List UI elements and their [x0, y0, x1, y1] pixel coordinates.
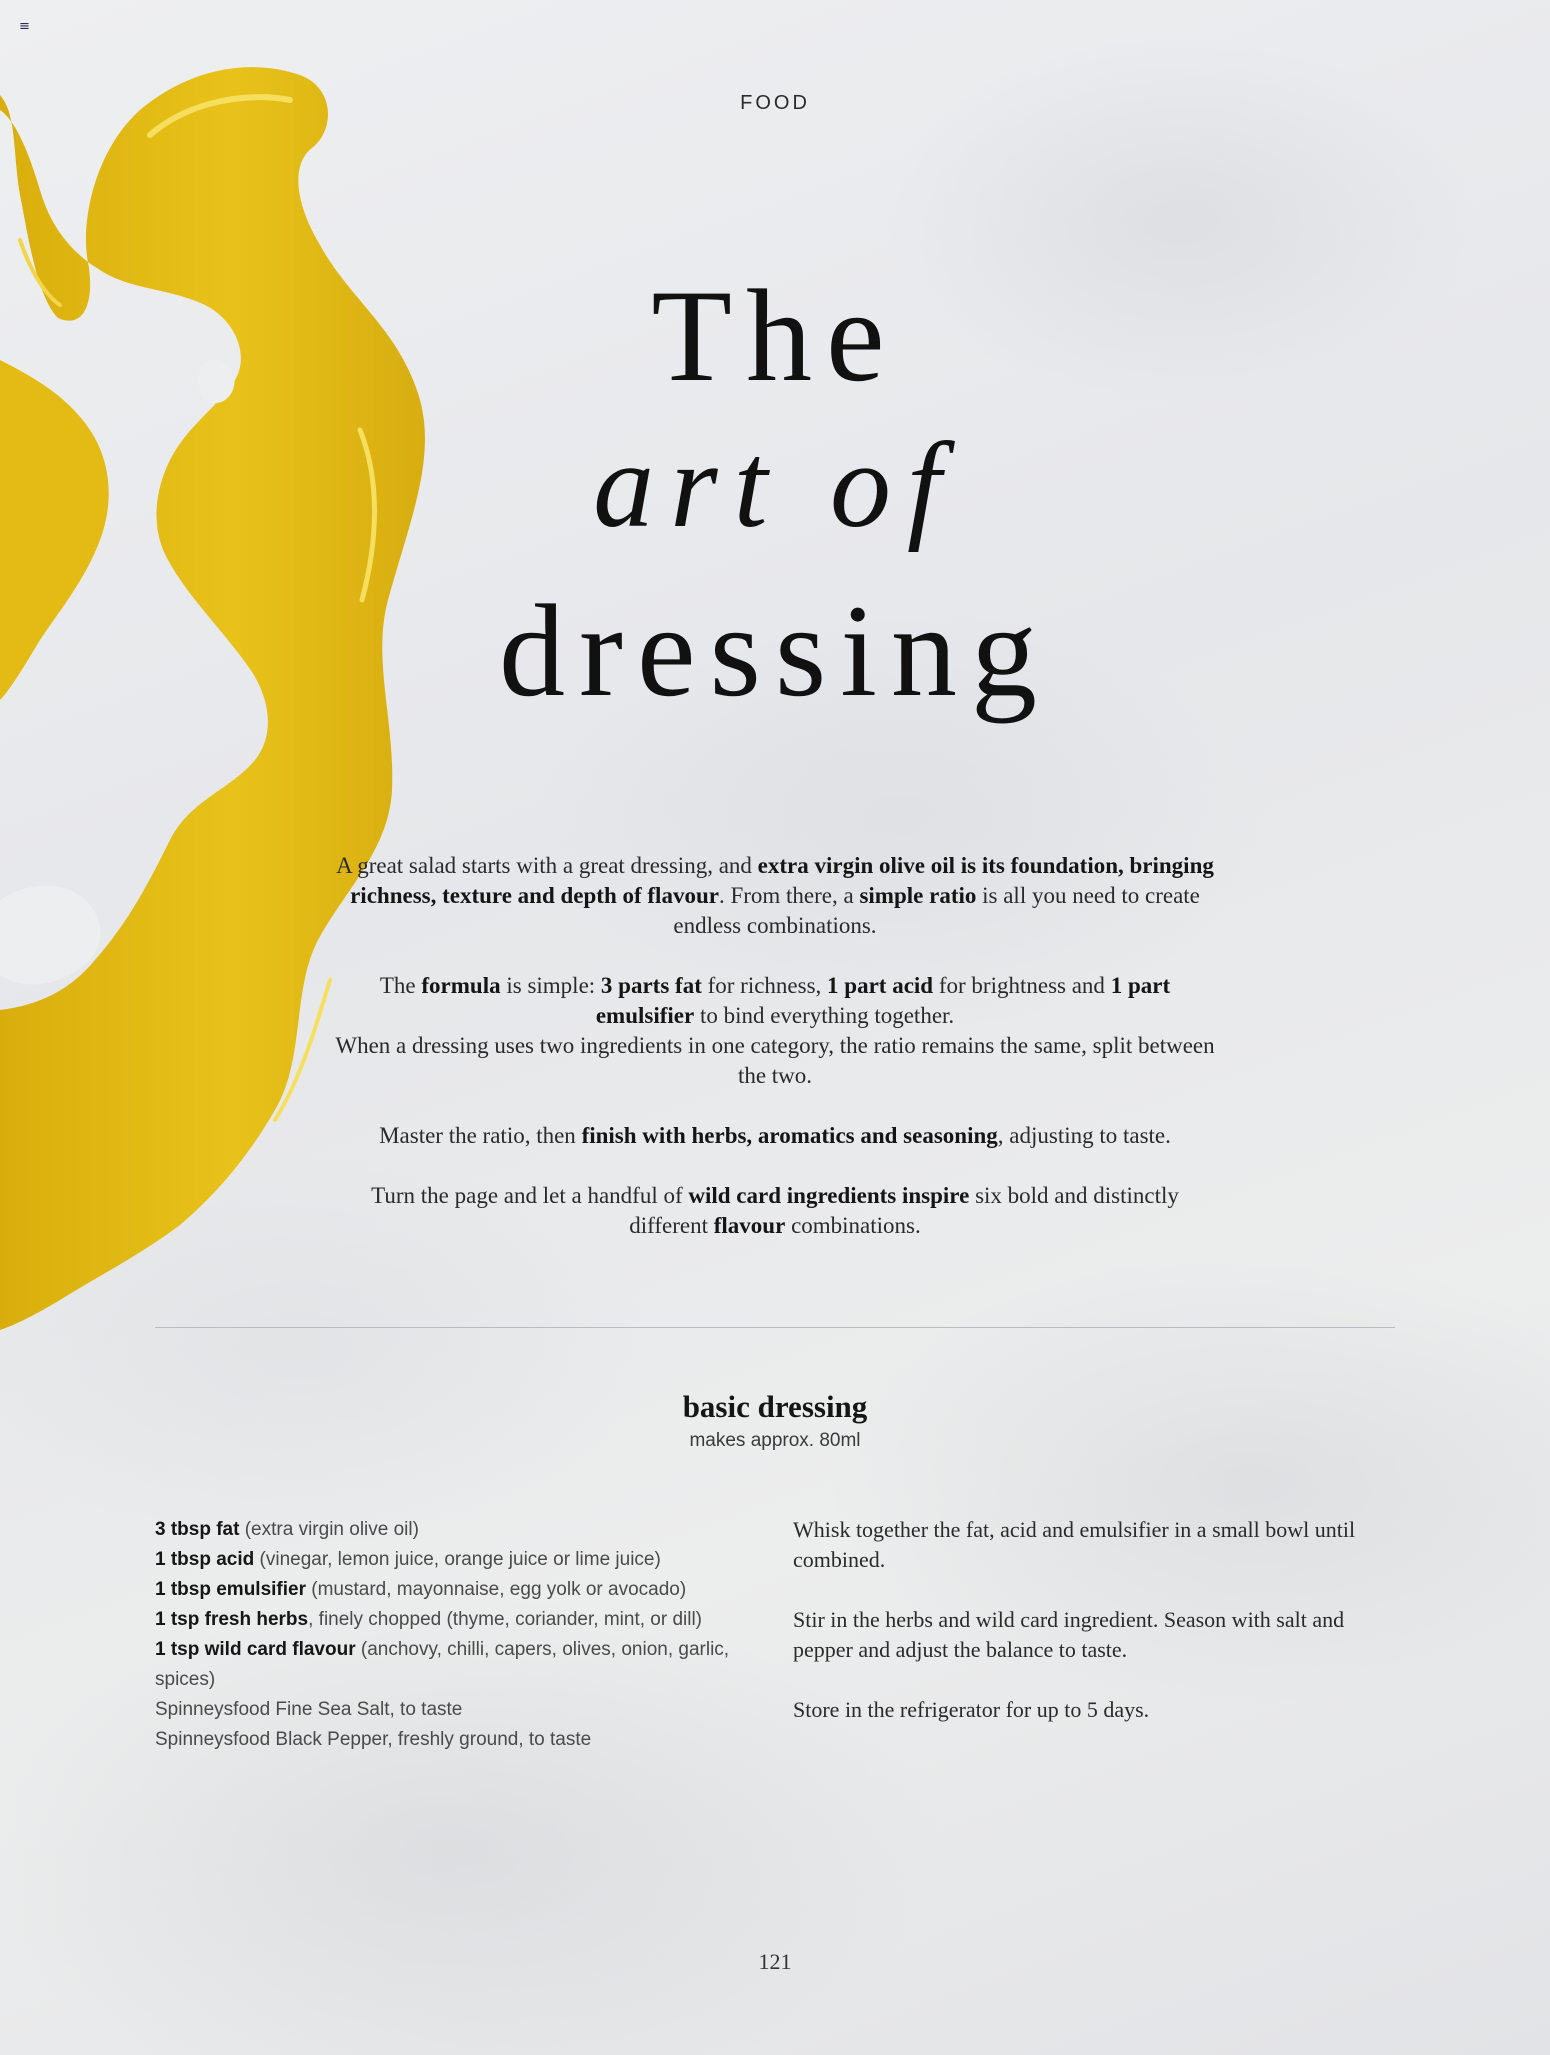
intro-paragraph-2b: When a dressing uses two ingredients in one category, the ratio remains the same, split between the two.	[335, 1033, 1215, 1088]
title-line-dressing: dressing	[499, 577, 1051, 724]
recipe-title: basic dressing	[682, 1389, 868, 1424]
intro-paragraph-2	[330, 971, 1220, 1031]
ingredient-description: , finely chopped (thyme, coriander, mint, or dill)	[308, 1609, 703, 1630]
bold-text-run: 1 part emulsifier	[595, 973, 1171, 1028]
ingredient-description: (mustard, mayonnaise, egg yolk or avocado)	[306, 1579, 687, 1600]
text-run: for richness,	[701, 973, 828, 998]
bold-text-run: simple ratio	[859, 883, 977, 908]
bold-text-run: finish with herbs, aromatics and seasoning	[581, 1123, 998, 1148]
text-run: for brightness and	[933, 973, 1111, 998]
method-steps	[793, 1515, 1403, 1755]
ingredient-description: (anchovy, chilli, capers, olives, onion, garlic, spices)	[155, 1639, 730, 1690]
text-run: six bold and distinctly different	[629, 1183, 1179, 1238]
intro-paragraph-1	[330, 851, 1220, 941]
ingredient-description: (vinegar, lemon juice, orange juice or lime juice)	[254, 1549, 661, 1570]
bold-text-run: wild card ingredients inspire	[688, 1183, 970, 1208]
text-run: to bind everything together.	[694, 1003, 955, 1028]
menu-icon[interactable]: ≡	[19, 19, 30, 34]
ingredient-description: (extra virgin olive oil)	[239, 1519, 419, 1540]
ingredient-item	[155, 1605, 735, 1635]
section-divider	[155, 1327, 1395, 1328]
bold-text-run: 3 parts fat	[600, 973, 702, 998]
bold-text-run: formula	[421, 973, 501, 998]
intro-paragraph-4	[330, 1181, 1220, 1241]
title-line-the: The	[651, 262, 899, 409]
ingredient-quantity: 1 tbsp acid	[155, 1549, 255, 1570]
page-number: 121	[758, 1949, 792, 1974]
text-run: The	[379, 973, 422, 998]
text-run: is simple:	[500, 973, 601, 998]
ingredient-description: Spinneysfood Fine Sea Salt, to taste	[155, 1699, 463, 1720]
intro-text	[330, 851, 1220, 1271]
ingredient-description: Spinneysfood Black Pepper, freshly ground, to taste	[155, 1729, 592, 1750]
ingredient-item	[155, 1695, 735, 1725]
title-line-art-of: art of	[593, 418, 957, 553]
intro-paragraph-2-main	[380, 973, 1170, 1028]
text-run: combinations.	[785, 1213, 921, 1238]
text-run: is all you need to create endless combinations.	[673, 883, 1200, 938]
ingredient-item	[155, 1545, 735, 1575]
ingredient-item	[155, 1725, 735, 1755]
text-run: , adjusting to taste.	[997, 1123, 1171, 1148]
ingredient-item	[155, 1575, 735, 1605]
text-run: Master the ratio, then	[379, 1123, 582, 1148]
ingredient-quantity: 3 tbsp fat	[155, 1519, 240, 1540]
text-run: . From there, a	[718, 883, 860, 908]
method-step: Whisk together the fat, acid and emulsifier in a small bowl until combined.	[793, 1517, 1356, 1572]
bold-text-run: 1 part acid	[827, 973, 934, 998]
ingredient-quantity: 1 tsp wild card flavour	[155, 1639, 356, 1660]
text-run: Turn the page and let a handful of	[371, 1183, 689, 1208]
ingredient-item	[155, 1515, 735, 1545]
ingredients-list	[155, 1515, 735, 1755]
bold-text-run: extra virgin olive oil is its foundation, bringing richness, texture and depth of flavour	[350, 853, 1214, 908]
bold-text-run: flavour	[713, 1213, 786, 1238]
recipe-yield: makes approx. 80ml	[689, 1430, 861, 1451]
intro-paragraph-3	[330, 1121, 1220, 1151]
ingredient-item	[155, 1635, 735, 1695]
method-step: Stir in the herbs and wild card ingredient. Season with salt and pepper and adjust the balance to taste.	[793, 1607, 1345, 1662]
text-run: A great salad starts with a great dressing, and	[336, 853, 758, 878]
method-step: Store in the refrigerator for up to 5 days.	[793, 1697, 1150, 1722]
section-label: FOOD	[740, 92, 810, 114]
ingredient-quantity: 1 tbsp emulsifier	[155, 1579, 306, 1600]
ingredient-quantity: 1 tsp fresh herbs	[155, 1609, 309, 1630]
